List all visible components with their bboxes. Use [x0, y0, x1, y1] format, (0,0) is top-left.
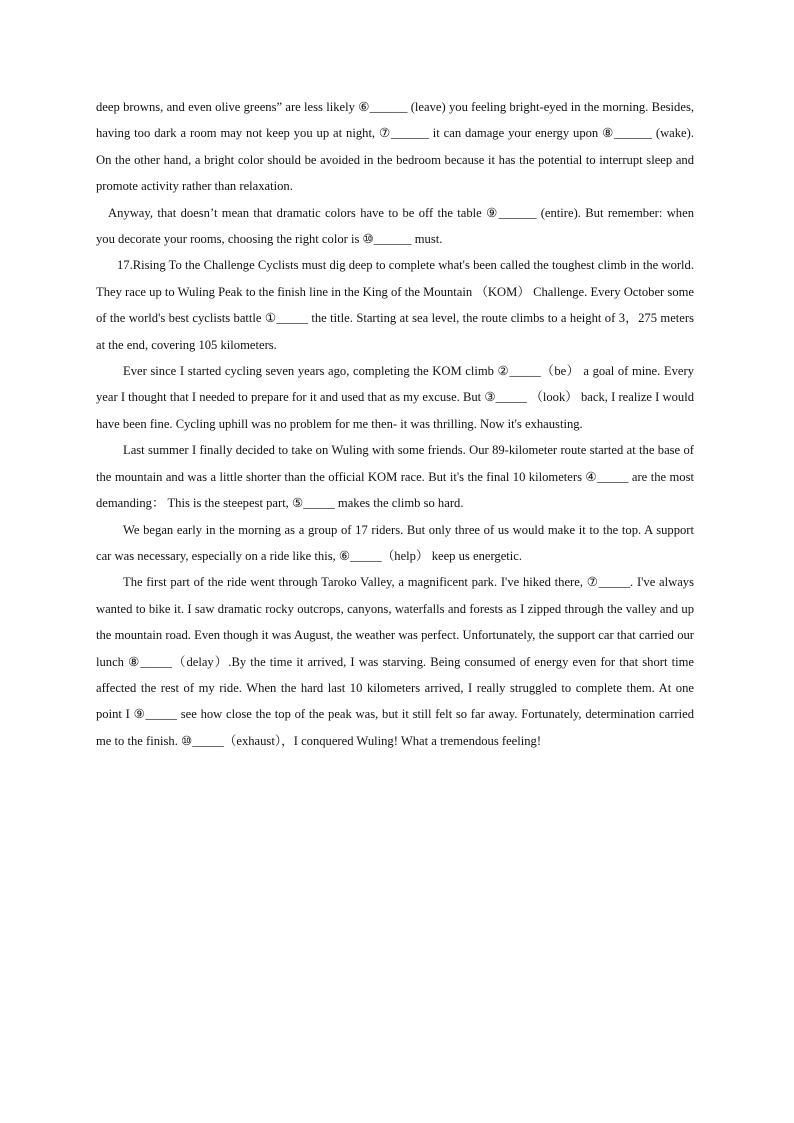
paragraph-ride: The first part of the ride went through Taroko Valley, a magnificent park. I've hiked there, ⑦_____. I've always wanted to bike it. I saw dramatic rocky outcrops, canyons, waterfalls and forests as I zipped through the valley and up the mountain road. Even though it was August, the weather was perfect. Unfortunately, the support car that carried our lunch ⑧_____（delay）.By the time it arrived, I was starving. Being consumed of energy even for that short time affected the rest of my ride. When the hard last 10 kilometers arrived, I really struggled to complete them. At one point I ⑨_____ see how close the top of the peak was, but it still felt so far away. Fortunately, determination carried me to the finish. ⑩_____（exhaust），I conquered Wuling! What a tremendous feeling! [96, 575, 694, 748]
paragraph-challenge-intro: 17.Rising To the Challenge Cyclists must dig deep to complete what's been called the toughest climb in the world. They race up to Wuling Peak to the finish line in the King of the Mountain （KOM） Challenge. Every October some of the world's best cyclists battle ①_____ the title. Starting at sea level, the route climbs to a height of 3，275 meters at the end, covering 105 kilometers. [96, 258, 694, 352]
paragraph-group: We began early in the morning as a group of 17 riders. But only three of us would make it to the top. A support car was necessary, especially on a ride like this, ⑥_____（help） keep us energetic. [96, 522, 694, 563]
paragraph-colors-conclusion: Anyway, that doesn’t mean that dramatic colors have to be off the table ⑨______ (entire). But remember: when you decorate your rooms, choosing the right color is ⑩______ must. [96, 205, 694, 247]
paragraph-goal: Ever since I started cycling seven years ago, completing the KOM climb ②_____（be） a goal of mine. Every year I thought that I needed to prepare for it and used that as my excuse. But ③_____ （look） back, I realize I would have been fine. Cycling uphill was no problem for me then- it was thrilling. Now it's exhausting. [96, 364, 694, 431]
document-body [96, 94, 694, 754]
paragraph-last-summer: Last summer I finally decided to take on Wuling with some friends. Our 89-kilometer route started at the base of the mountain and was a little shorter than the official KOM race. But it's the final 10 kilometers ④_____ are the most demanding： This is the steepest part, ⑤_____ makes the climb so hard. [96, 443, 694, 511]
paragraph-colors-continued: deep browns, and even olive greens” are less likely ⑥______ (leave) you feeling bright-eyed in the morning. Besides, having too dark a room may not keep you up at night, ⑦______ it can damage your energy upon ⑧______ (wake). On the other hand, a bright color should be avoided in the bedroom because it has the potential to interrupt sleep and promote activity rather than relaxation. [96, 100, 694, 194]
